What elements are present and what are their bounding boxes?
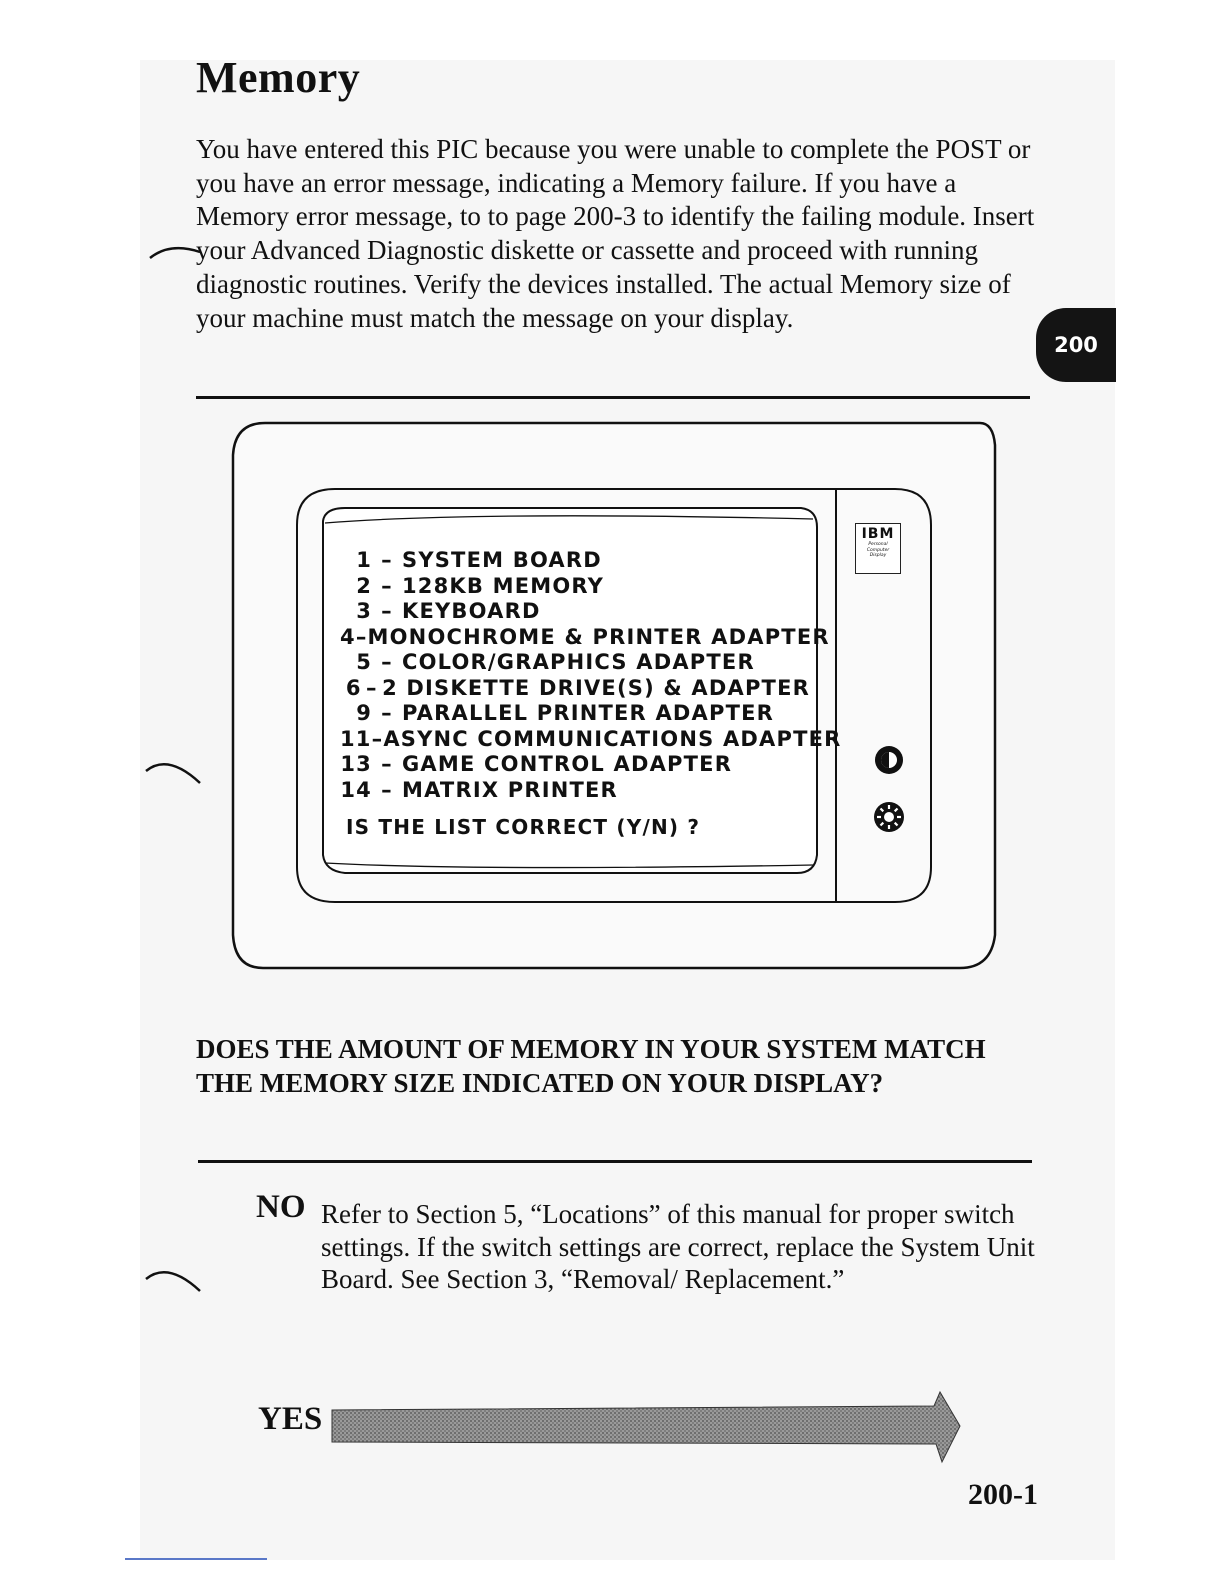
list-item: 5 – COLOR/GRAPHICS ADAPTER <box>356 650 755 674</box>
binder-mark-top <box>148 238 208 264</box>
brightness-knob-icon[interactable] <box>872 800 906 834</box>
no-branch-label[interactable]: NO <box>256 1189 306 1225</box>
section-tab[interactable]: 200 <box>1036 308 1116 382</box>
contrast-knob-icon[interactable] <box>873 744 905 776</box>
binder-mark-middle <box>142 755 204 785</box>
ibm-logo: IBM <box>861 526 895 542</box>
intro-paragraph: You have entered this PIC because you were unable to complete the POST or you have an error message, indicating a Memory failure. If you have a Memory error message, to to page 200-3 to identify the failing module. Insert your Advanced Diagnostic diskette or cassette and proceed with running diagnostic routines. Verify the devices installed. The actual Memory size of your machine must match the message on your display. <box>196 134 1035 333</box>
list-item: 3 – KEYBOARD <box>356 599 541 623</box>
list-item: 4 – MONOCHROME & PRINTER ADAPTER <box>340 624 830 649</box>
screen-device-list <box>340 548 842 803</box>
list-item: 6 – 2 DISKETTE DRIVE(S) & ADAPTER <box>345 675 810 700</box>
no-branch-text: Refer to Section 5, “Locations” of this manual for proper switch settings. If the switch settings are correct, replace the System Unit Board. See Section 3, “Removal/ Replacement.” <box>321 1199 1035 1295</box>
binder-mark-bottom <box>142 1263 204 1295</box>
yes-branch-label[interactable]: YES <box>258 1401 323 1437</box>
divider-rule-top <box>196 396 1030 399</box>
page-title: Memory <box>196 53 361 102</box>
yes-arrow-icon[interactable] <box>330 1388 965 1466</box>
list-item: 13 – GAME CONTROL ADAPTER <box>340 752 733 776</box>
diagnostic-question: DOES THE AMOUNT OF MEMORY IN YOUR SYSTEM MATCH THE MEMORY SIZE INDICATED ON YOUR DISPLAY? <box>196 1034 986 1098</box>
bottom-edge-line <box>125 1558 267 1560</box>
screen-prompt: IS THE LIST CORRECT (Y/N) ? <box>346 815 701 839</box>
divider-rule-bottom <box>198 1160 1032 1163</box>
list-item: 14 – MATRIX PRINTER <box>340 777 618 802</box>
list-item: 9 – PARALLEL PRINTER ADAPTER <box>356 701 775 725</box>
page-number: 200-1 <box>968 1478 1038 1511</box>
list-item: 1 – SYSTEM BOARD <box>356 548 602 572</box>
list-item: 11 – ASYNC COMMUNICATIONS ADAPTER <box>340 726 842 751</box>
list-item: 2 – 128KB MEMORY <box>356 573 605 598</box>
ibm-logo-badge: IBM Personal Computer Display <box>855 523 901 574</box>
